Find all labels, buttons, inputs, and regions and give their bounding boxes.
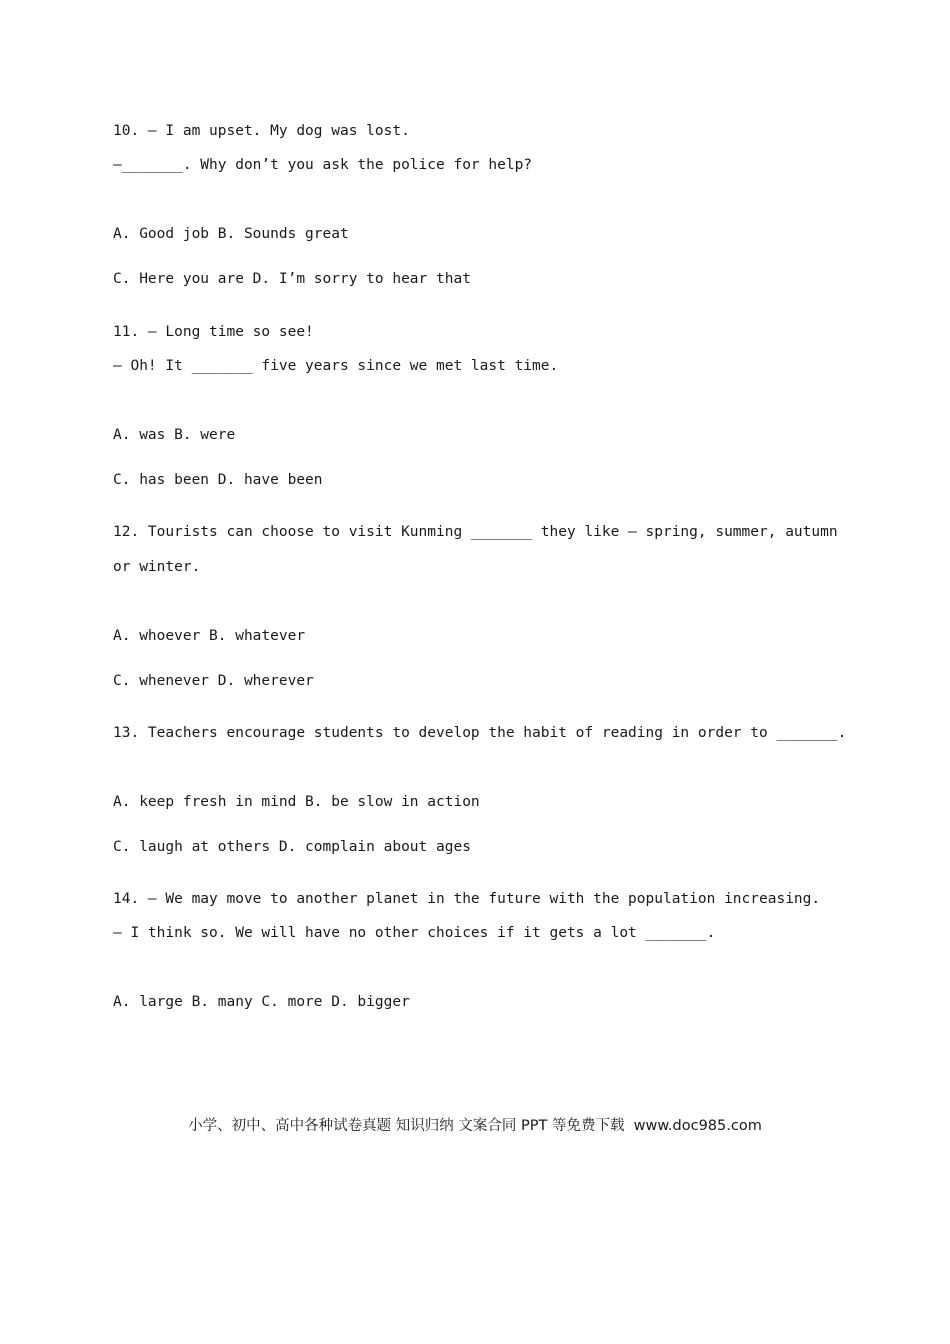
q14-options: A. large B. many C. more D. bigger <box>113 994 410 1010</box>
page-footer: 小学、初中、高中各种试卷真题 知识归纳 文案合同 PPT 等免费下载 www.doc985.com <box>188 1118 762 1134</box>
q12-options-ab: A. whoever B. whatever <box>113 628 306 644</box>
q12-stem-line-1: 12. Tourists can choose to visit Kunming _______ they like – spring, summer, autumn <box>113 524 838 540</box>
q13-options-ab: A. keep fresh in mind B. be slow in action <box>113 794 480 810</box>
q10-options-ab: A. Good job B. Sounds great <box>113 226 349 242</box>
q12-options-cd: C. whenever D. wherever <box>113 673 314 689</box>
q14-stem-line-1: 14. — We may move to another planet in the future with the population increasing. <box>113 891 821 907</box>
q11-options-ab: A. was B. were <box>113 427 236 443</box>
q10-stem-line-2: —_______. Why don’t you ask the police for help? <box>113 157 533 173</box>
q13-options-cd: C. laugh at others D. complain about ages <box>113 839 471 855</box>
q12-stem-line-2: or winter. <box>113 559 201 575</box>
q11-stem-line-1: 11. — Long time so see! <box>113 324 314 340</box>
q14-stem-line-2: — I think so. We will have no other choices if it gets a lot _______. <box>113 925 716 941</box>
q10-options-cd: C. Here you are D. I’m sorry to hear that <box>113 271 471 287</box>
q11-options-cd: C. has been D. have been <box>113 472 323 488</box>
q11-stem-line-2: — Oh! It _______ five years since we met last time. <box>113 358 559 374</box>
q13-stem-line-1: 13. Teachers encourage students to develop the habit of reading in order to _______. <box>113 725 847 741</box>
q10-stem-line-1: 10. — I am upset. My dog was lost. <box>113 123 410 139</box>
